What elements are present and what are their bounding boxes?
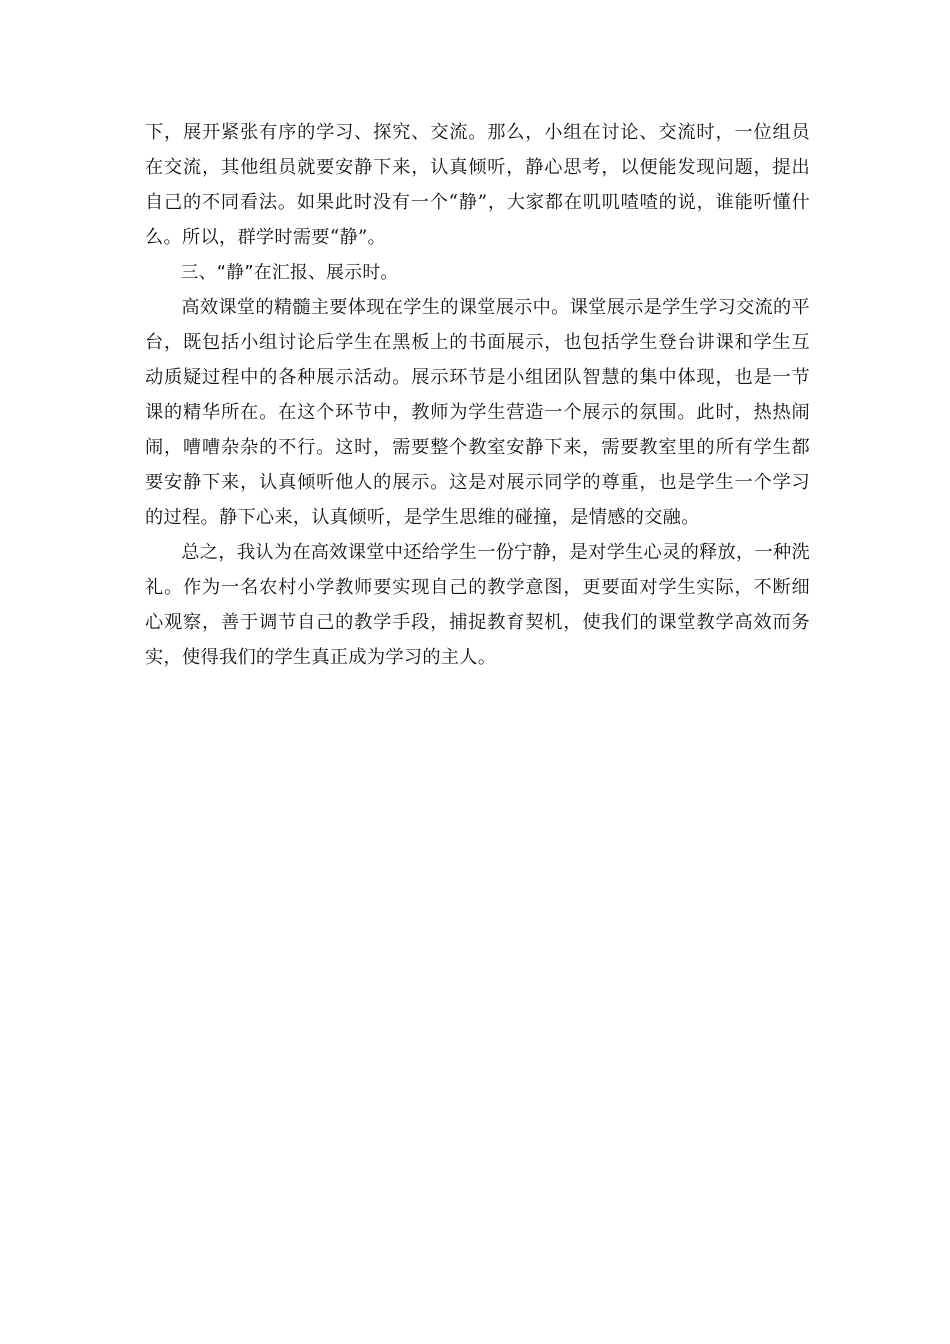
section-heading-three: 三、“静”在汇报、展示时。 bbox=[180, 262, 399, 283]
paragraph-continuation: 下，展开紧张有序的学习、探究、交流。那么，小组在讨论、交流时，一位组员在交流，其他组员就要安静下来，认真倾听，静心思考，以便能发现问题，提出自己的不同看法。如果此时没有一个“静”，大家都在叽叽喳喳的说，谁能听懂什么。所以，群学时需要“静”。 bbox=[145, 122, 810, 248]
paragraph-conclusion: 总之，我认为在高效课堂中还给学生一份宁静，是对学生心灵的释放，一种洗礼。作为一名农村小学教师要实现自己的教学意图，更要面对学生实际，不断细心观察，善于调节自己的教学手段，捕捉教育契机，使我们的课堂教学高效而务实，使得我们的学生真正成为学习的主人。 bbox=[145, 542, 810, 668]
document-body bbox=[145, 115, 810, 675]
paragraph-presentation: 高效课堂的精髓主要体现在学生的课堂展示中。课堂展示是学生学习交流的平台，既包括小组讨论后学生在黑板上的书面展示，也包括学生登台讲课和学生互动质疑过程中的各种展示活动。展示环节是小组团队智慧的集中体现，也是一节课的精华所在。在这个环节中，教师为学生营造一个展示的氛围。此时，热热闹闹，嘈嘈杂杂的不行。这时，需要整个教室安静下来，需要教室里的所有学生都要安静下来，认真倾听他人的展示。这是对展示同学的尊重，也是学生一个学习的过程。静下心来，认真倾听，是学生思维的碰撞，是情感的交融。 bbox=[145, 297, 810, 528]
